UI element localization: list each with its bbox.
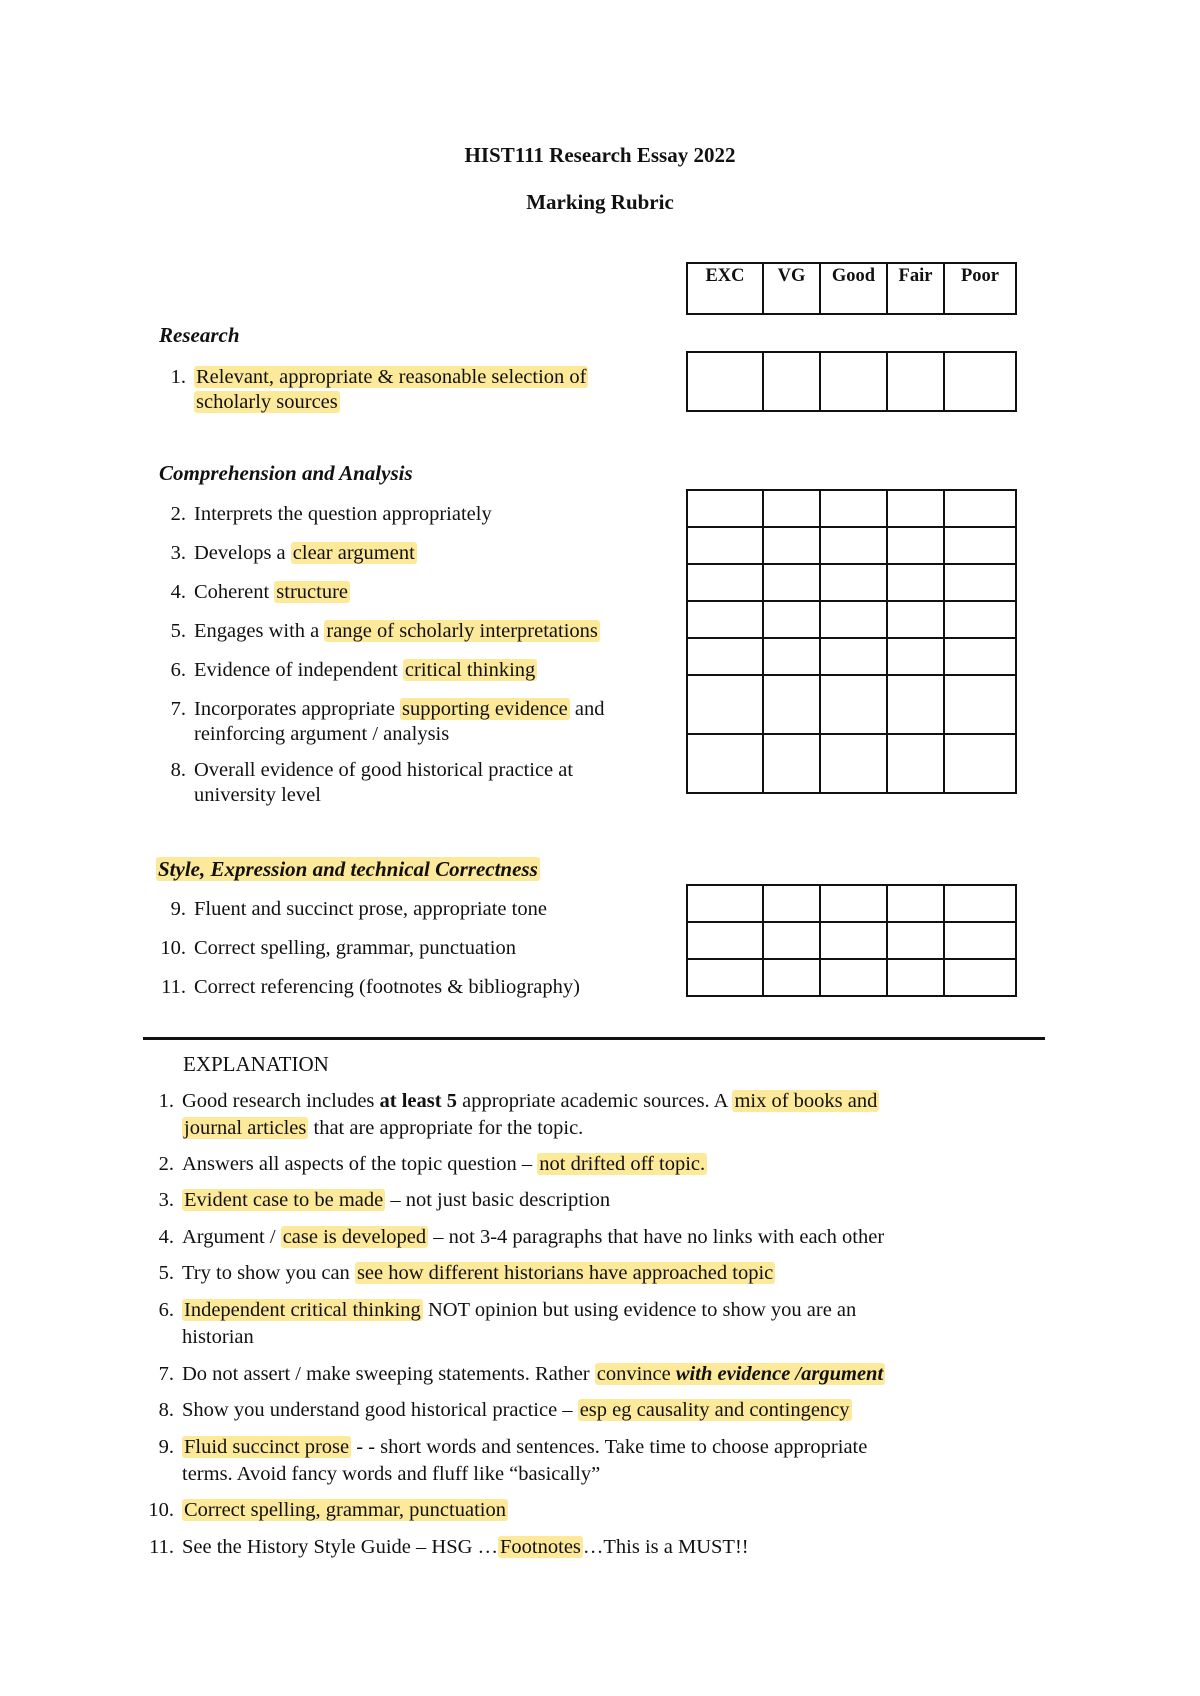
rating-cell[interactable] xyxy=(820,638,887,675)
explanation-heading: EXPLANATION xyxy=(183,1052,329,1076)
item-text: appropriate academic sources. A xyxy=(456,1090,733,1112)
rating-cell[interactable] xyxy=(687,564,763,601)
item-text: terms. Avoid fancy words and fluff like “basically” xyxy=(182,1463,601,1485)
rating-cell[interactable] xyxy=(687,959,763,996)
explanation-item xyxy=(144,1497,1044,1524)
item-number: 3. xyxy=(158,1189,174,1211)
rating-cell[interactable] xyxy=(887,564,944,601)
column-header-fair: Fair xyxy=(887,263,944,314)
item-text: Interprets the question appropriately xyxy=(194,503,492,525)
rating-cell[interactable] xyxy=(944,959,1016,996)
section-heading-comprehension: Comprehension and Analysis xyxy=(159,461,413,485)
highlight: Relevant, appropriate & reasonable selection of xyxy=(196,366,587,388)
highlight: Footnotes xyxy=(500,1536,581,1558)
rating-cell[interactable] xyxy=(887,527,944,564)
rating-cell[interactable] xyxy=(887,490,944,527)
rating-cell[interactable] xyxy=(944,885,1016,922)
item-number: 10. xyxy=(148,1499,174,1521)
column-header-good: Good xyxy=(820,263,887,314)
highlight: Fluid succinct prose xyxy=(184,1436,350,1458)
explanation-item xyxy=(144,1187,1044,1214)
section-divider xyxy=(143,1037,1045,1040)
list-item xyxy=(156,365,676,415)
rating-cell[interactable] xyxy=(887,885,944,922)
item-number: 7. xyxy=(170,698,186,720)
section-heading-style xyxy=(156,857,540,882)
highlight: Evident case to be made xyxy=(184,1189,384,1211)
item-number: 3. xyxy=(170,542,186,564)
rating-cell[interactable] xyxy=(820,527,887,564)
rating-cell[interactable] xyxy=(887,734,944,793)
item-text: Show you understand good historical practice – xyxy=(182,1399,578,1421)
item-text: Overall evidence of good historical practice at xyxy=(194,759,574,781)
list-item xyxy=(156,697,676,749)
highlight: clear argument xyxy=(292,542,415,564)
item-text: Good research includes xyxy=(182,1090,380,1112)
rating-cell[interactable] xyxy=(763,564,820,601)
item-text: – not 3-4 paragraphs that have no links with each other xyxy=(428,1226,885,1248)
explanation-item xyxy=(144,1434,1044,1488)
rating-cell[interactable] xyxy=(820,601,887,638)
highlight: critical thinking xyxy=(404,659,536,681)
list-item xyxy=(156,658,676,684)
item-number: 2. xyxy=(158,1153,174,1175)
rating-cell[interactable] xyxy=(944,564,1016,601)
item-text: Coherent xyxy=(194,581,275,603)
highlight: mix of books and xyxy=(734,1090,878,1112)
item-number: 1. xyxy=(158,1090,174,1112)
highlight: journal articles xyxy=(184,1117,307,1139)
rating-cell[interactable] xyxy=(887,638,944,675)
item-text: Answers all aspects of the topic question – xyxy=(182,1153,538,1175)
item-text: Evidence of independent xyxy=(194,659,403,681)
item-text: historian xyxy=(182,1326,254,1348)
item-text: NOT opinion but using evidence to show you are an xyxy=(422,1299,857,1321)
explanation-item xyxy=(144,1534,1044,1561)
rating-cell[interactable] xyxy=(820,675,887,734)
highlight xyxy=(595,1363,885,1385)
rating-cell[interactable] xyxy=(763,638,820,675)
highlight: Correct spelling, grammar, punctuation xyxy=(184,1499,506,1521)
item-number: 7. xyxy=(158,1363,174,1385)
explanation-item xyxy=(144,1224,1044,1251)
rating-cell[interactable] xyxy=(687,675,763,734)
item-text: Correct spelling, grammar, punctuation xyxy=(194,937,516,959)
rating-cell[interactable] xyxy=(763,922,820,959)
rating-cell[interactable] xyxy=(887,675,944,734)
rating-cell[interactable] xyxy=(887,601,944,638)
item-text: and xyxy=(569,698,605,720)
item-number: 10. xyxy=(160,937,186,959)
section-heading-research: Research xyxy=(159,323,240,347)
rating-cell[interactable] xyxy=(763,527,820,564)
rating-cell[interactable] xyxy=(944,490,1016,527)
item-text: Engages with a xyxy=(194,620,325,642)
rating-cell[interactable] xyxy=(763,601,820,638)
explanation-item xyxy=(144,1361,1044,1388)
item-text: that are appropriate for the topic. xyxy=(308,1117,584,1139)
item-text: Correct referencing (footnotes & bibliography) xyxy=(194,976,580,998)
highlight: case is developed xyxy=(282,1226,427,1248)
item-number: 2. xyxy=(170,503,186,525)
item-number: 9. xyxy=(170,898,186,920)
rating-cell[interactable] xyxy=(763,959,820,996)
highlight: see how different historians have approached topic xyxy=(356,1262,774,1284)
highlight: Independent critical thinking xyxy=(184,1299,421,1321)
rating-cell[interactable] xyxy=(687,352,763,411)
rating-cell[interactable] xyxy=(944,734,1016,793)
rating-cell[interactable] xyxy=(687,734,763,793)
rating-grid-research xyxy=(686,351,1017,412)
list-item xyxy=(156,580,676,606)
item-text: See the History Style Guide – HSG … xyxy=(182,1536,499,1558)
list-item xyxy=(156,897,676,923)
highlight-text-bold-italic: with evidence /argument xyxy=(675,1363,884,1385)
explanation-item xyxy=(144,1088,1044,1142)
item-number: 6. xyxy=(170,659,186,681)
item-number: 1. xyxy=(170,366,186,388)
list-item xyxy=(156,619,676,645)
rating-cell[interactable] xyxy=(763,734,820,793)
rating-cell[interactable] xyxy=(944,638,1016,675)
list-item xyxy=(156,975,676,1001)
column-header-poor: Poor xyxy=(944,263,1016,314)
rating-cell[interactable] xyxy=(687,490,763,527)
item-text: Do not assert / make sweeping statements. Rather xyxy=(182,1363,595,1385)
rating-cell[interactable] xyxy=(687,885,763,922)
rating-grid-comprehension xyxy=(686,489,1017,794)
item-number: 5. xyxy=(158,1262,174,1284)
rating-cell[interactable] xyxy=(944,352,1016,411)
item-number: 9. xyxy=(158,1436,174,1458)
rating-cell[interactable] xyxy=(944,527,1016,564)
explanation-item xyxy=(144,1297,1044,1351)
item-text: Argument / xyxy=(182,1226,281,1248)
item-text: …This is a MUST!! xyxy=(582,1536,749,1558)
rating-cell[interactable] xyxy=(763,490,820,527)
item-text: – not just basic description xyxy=(385,1189,611,1211)
column-header-exc: EXC xyxy=(687,263,763,314)
rating-cell[interactable] xyxy=(820,922,887,959)
item-text: Fluent and succinct prose, appropriate tone xyxy=(194,898,547,920)
rating-cell[interactable] xyxy=(887,922,944,959)
rating-cell[interactable] xyxy=(820,885,887,922)
highlight: scholarly sources xyxy=(196,391,338,413)
highlight: esp eg causality and contingency xyxy=(579,1399,850,1421)
item-number: 6. xyxy=(158,1299,174,1321)
rating-cell[interactable] xyxy=(944,675,1016,734)
rating-cell[interactable] xyxy=(820,734,887,793)
rating-header-table xyxy=(686,262,1017,315)
rating-cell[interactable] xyxy=(687,601,763,638)
highlight: Style, Expression and technical Correctness xyxy=(158,857,538,881)
list-item xyxy=(156,541,676,567)
highlight: supporting evidence xyxy=(402,698,568,720)
item-number: 4. xyxy=(158,1226,174,1248)
highlight: structure xyxy=(276,581,349,603)
explanation-item xyxy=(144,1260,1044,1287)
item-number: 11. xyxy=(161,976,186,998)
item-text: Incorporates appropriate xyxy=(194,698,401,720)
rating-cell[interactable] xyxy=(687,527,763,564)
document-subtitle: Marking Rubric xyxy=(526,190,674,214)
rating-cell[interactable] xyxy=(944,601,1016,638)
item-text: Develops a xyxy=(194,542,291,564)
rating-cell[interactable] xyxy=(763,675,820,734)
rating-cell[interactable] xyxy=(887,959,944,996)
item-text: Try to show you can xyxy=(182,1262,355,1284)
item-number: 4. xyxy=(170,581,186,603)
list-item xyxy=(156,936,676,962)
rating-cell[interactable] xyxy=(687,922,763,959)
explanation-item xyxy=(144,1397,1044,1424)
rating-cell[interactable] xyxy=(763,885,820,922)
item-text: - - short words and sentences. Take time to choose appropriate xyxy=(351,1436,868,1458)
rating-cell[interactable] xyxy=(820,352,887,411)
rating-grid-style xyxy=(686,884,1017,997)
item-number: 11. xyxy=(149,1536,174,1558)
list-item xyxy=(156,758,676,810)
highlight: range of scholarly interpretations xyxy=(326,620,598,642)
rating-cell[interactable] xyxy=(820,959,887,996)
item-text-bold: at least 5 xyxy=(379,1090,457,1112)
highlight-text: convince xyxy=(596,1363,676,1385)
list-item xyxy=(156,502,676,528)
highlight: not drifted off topic. xyxy=(539,1153,706,1175)
document-title: HIST111 Research Essay 2022 xyxy=(464,143,736,167)
rating-cell[interactable] xyxy=(887,352,944,411)
item-text: reinforcing argument / analysis xyxy=(194,723,450,745)
item-number: 8. xyxy=(158,1399,174,1421)
rating-cell[interactable] xyxy=(687,638,763,675)
rating-cell[interactable] xyxy=(820,490,887,527)
item-text: university level xyxy=(194,784,321,806)
column-header-vg: VG xyxy=(763,263,820,314)
rating-cell[interactable] xyxy=(820,564,887,601)
item-number: 8. xyxy=(170,759,186,781)
explanation-item xyxy=(144,1151,1044,1178)
item-number: 5. xyxy=(170,620,186,642)
rating-cell[interactable] xyxy=(763,352,820,411)
rating-cell[interactable] xyxy=(944,922,1016,959)
